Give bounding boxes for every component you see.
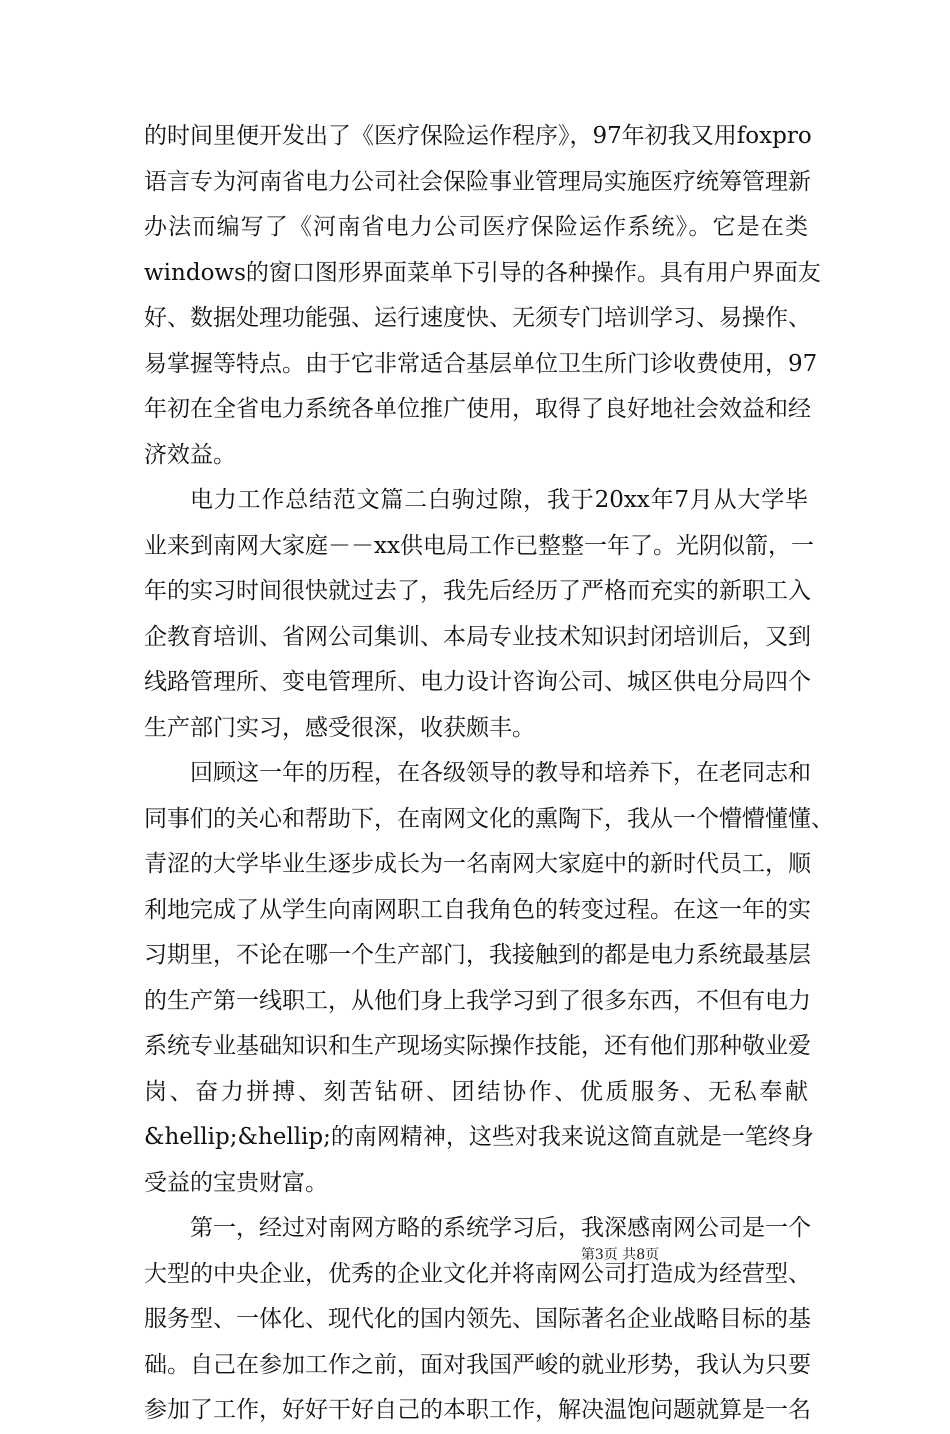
text-line: 企教育培训、省网公司集训、本局专业技术知识封闭培训后，又到 bbox=[144, 623, 811, 650]
page-indicator: 第3页 共8页 bbox=[580, 1247, 660, 1263]
text-line: 参加了工作，好好干好自己的本职工作，解决温饱问题就算是一名 bbox=[144, 1397, 811, 1423]
text-line: 受益的宝贵财富。 bbox=[144, 1169, 328, 1196]
text-line: 岗、奋力拼搏、刻苦钻研、团结协作、优质服务、无私奉献 bbox=[144, 1078, 808, 1105]
text-line: 生产部门实习，感受很深，收获颇丰。 bbox=[144, 714, 535, 741]
text-line: 线路管理所、变电管理所、电力设计咨询公司、城区供电分局四个 bbox=[144, 669, 811, 695]
text-line: 的生产第一线职工，从他们身上我学习到了很多东西，不但有电力 bbox=[144, 987, 811, 1014]
text-line: 好、数据处理功能强、运行速度快、无须专门培训学习、易操作、 bbox=[144, 305, 811, 331]
paragraph-first-line: 第一，经过对南网方略的系统学习后，我深感南网公司是一个 bbox=[190, 1215, 811, 1241]
text-line: 利地完成了从学生向南网职工自我角色的转变过程。在这一年的实 bbox=[144, 896, 811, 923]
text-line: windows的窗口图形界面菜单下引导的各种操作。具有用户界面友 bbox=[144, 259, 821, 286]
text-line: &hellip;&hellip;的南网精神，这些对我来说这简直就是一笔终身 bbox=[144, 1124, 814, 1150]
text-line: 同事们的关心和帮助下，在南网文化的熏陶下，我从一个懵懵懂懂、 bbox=[144, 805, 834, 832]
text-line: 习期里，不论在哪一个生产部门，我接触到的都是电力系统最基层 bbox=[144, 942, 811, 968]
page-footer bbox=[0, 1245, 950, 1265]
text-line: 年初在全省电力系统各单位推广使用，取得了良好地社会效益和经 bbox=[144, 396, 811, 422]
text-line: 系统专业基础知识和生产现场实际操作技能，还有他们那种敬业爱 bbox=[144, 1033, 811, 1059]
text-line: 服务型、一体化、现代化的国内领先、国际著名企业战略目标的基 bbox=[144, 1306, 811, 1332]
text-line: 易掌握等特点。由于它非常适合基层单位卫生所门诊收费使用，97 bbox=[144, 350, 818, 377]
text-line: 青涩的大学毕业生逐步成长为一名南网大家庭中的新时代员工，顺 bbox=[144, 851, 811, 877]
text-line: 的时间里便开发出了《医疗保险运作程序》，97年初我又用foxpro bbox=[144, 123, 812, 149]
document-body bbox=[144, 114, 834, 1434]
text-line: 办法而编写了《河南省电力公司医疗保险运作系统》。它是在类 bbox=[144, 214, 808, 240]
text-line: 语言专为河南省电力公司社会保险事业管理局实施医疗统筹管理新 bbox=[144, 168, 811, 195]
text-line: 大型的中央企业，优秀的企业文化并将南网公司打造成为经营型、 bbox=[144, 1260, 811, 1287]
paragraph-first-line: 回顾这一年的历程，在各级领导的教导和培养下，在老同志和 bbox=[190, 760, 811, 786]
text-line: 年的实习时间很快就过去了，我先后经历了严格而充实的新职工入 bbox=[144, 578, 811, 604]
text-line: 础。自己在参加工作之前，面对我国严峻的就业形势，我认为只要 bbox=[144, 1351, 811, 1378]
text-line: 济效益。 bbox=[144, 441, 236, 468]
paragraph-first-line: 电力工作总结范文篇二白驹过隙，我于20xx年7月从大学毕 bbox=[190, 487, 808, 513]
text-line: 业来到南网大家庭－－xx供电局工作已整整一年了。光阴似箭，一 bbox=[144, 532, 814, 559]
